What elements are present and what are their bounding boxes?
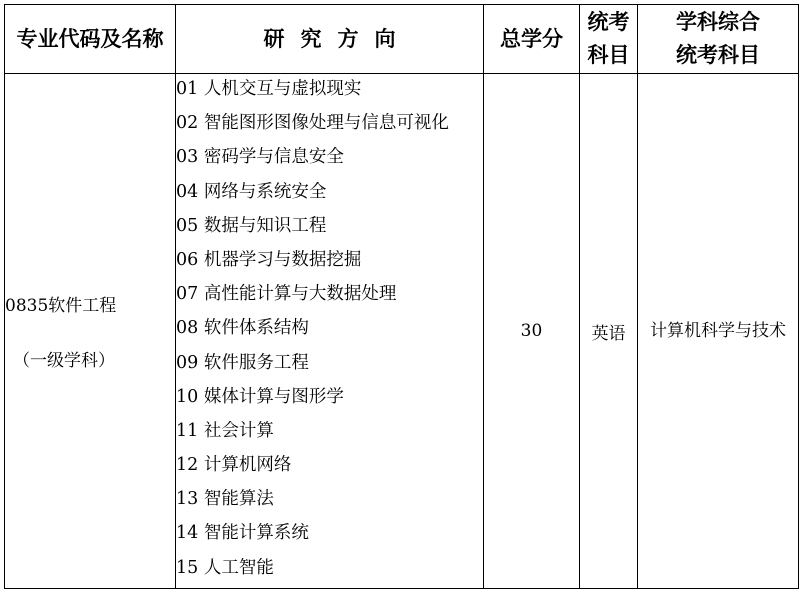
direction-item: 13 智能算法 xyxy=(176,489,274,510)
direction-item: 01 人机交互与虚拟现实 xyxy=(176,79,362,99)
direction-item: 06 机器学习与数据挖掘 xyxy=(176,249,362,270)
direction-item: 08 软件体系结构 xyxy=(176,318,309,339)
direction-item: 10 媒体计算与图形学 xyxy=(176,386,344,407)
direction-item: 02 智能图形图像处理与信息可视化 xyxy=(176,113,449,134)
header-comprehensive-exam: 学科综合 统考科目 xyxy=(638,5,799,74)
comprehensive-exam-value: 计算机科学与技术 xyxy=(650,321,786,341)
direction-item: 12 计算机网络 xyxy=(176,455,292,476)
direction-item: 14 智能计算系统 xyxy=(176,523,309,544)
unified-exam-cell xyxy=(580,74,638,589)
major-cell xyxy=(5,74,176,589)
directions-cell xyxy=(176,74,484,589)
major-level: （一级学科） xyxy=(13,351,115,371)
direction-item: 15 人工智能 xyxy=(176,557,274,578)
credits-value: 30 xyxy=(520,321,543,341)
credits-cell xyxy=(484,74,580,589)
header-credits: 总学分 xyxy=(484,5,580,74)
major-name: 0835软件工程 xyxy=(5,296,117,316)
header-major: 专业代码及名称 xyxy=(5,5,176,74)
direction-list xyxy=(176,74,483,587)
direction-item: 04 网络与系统安全 xyxy=(176,181,327,202)
unified-exam-value: 英语 xyxy=(591,323,626,344)
comprehensive-exam-cell xyxy=(638,74,799,589)
direction-item: 05 数据与知识工程 xyxy=(176,215,327,236)
program-table xyxy=(4,4,799,589)
header-unified-exam: 统考 科目 xyxy=(580,5,638,74)
table-row xyxy=(5,74,799,589)
direction-item: 11 社会计算 xyxy=(176,420,274,441)
header-direction: 研究方向 xyxy=(176,5,484,74)
direction-item: 03 密码学与信息安全 xyxy=(176,147,344,168)
header-row xyxy=(5,5,799,74)
direction-item: 09 软件服务工程 xyxy=(176,352,309,373)
direction-item: 07 高性能计算与大数据处理 xyxy=(176,284,397,305)
